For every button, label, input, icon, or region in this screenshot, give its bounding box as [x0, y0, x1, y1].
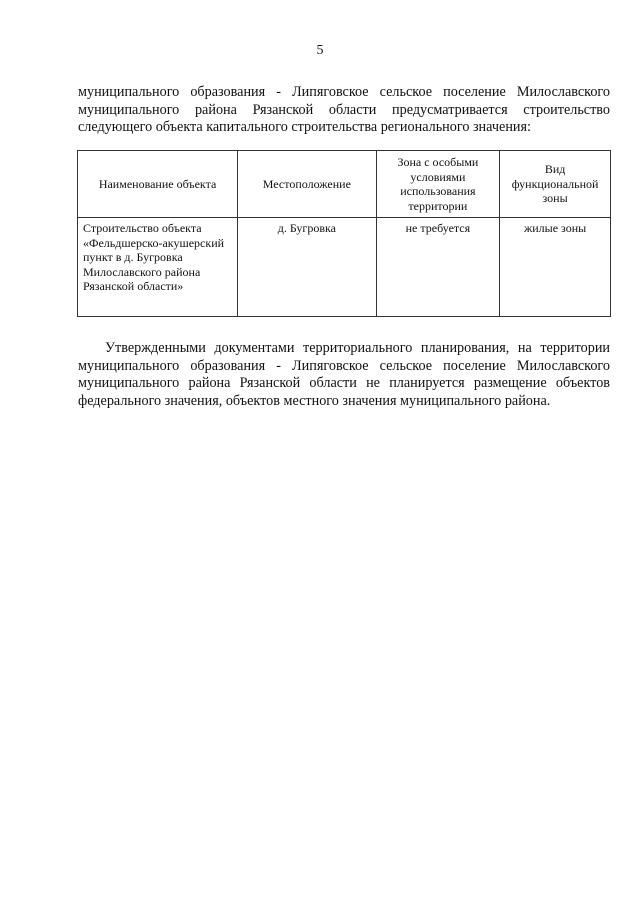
- intro-paragraph: муниципального образования - Липяговское сельское поселение Милославского муниципального района Рязанской области предусматривается строительство следующего объекта капитального строительства регионального значения:: [78, 84, 610, 135]
- table-row: [78, 218, 611, 317]
- capital-objects-table: [77, 150, 611, 317]
- closing-paragraph: Утвержденными документами территориального планирования, на территории муниципального образования - Липяговское сельское поселение Милославского муниципального района Рязанской области не планируется размещение объектов федерального значения, объектов местного значения муниципального района.: [78, 340, 610, 409]
- cell-functional-zone: жилые зоны: [500, 218, 611, 317]
- cell-object-name: Строительство объекта «Фельдшерско-акушерский пункт в д. Бугровка Милославского района Рязанской области»: [78, 218, 238, 317]
- page-number: 5: [316, 43, 324, 58]
- table-header-row: [78, 151, 611, 218]
- column-header-functional-zone: Вид функциональной зоны: [500, 151, 611, 218]
- cell-location: д. Бугровка: [238, 218, 377, 317]
- column-header-location: Местоположение: [238, 151, 377, 218]
- column-header-object-name: Наименование объекта: [78, 151, 238, 218]
- cell-special-zone: не требуется: [376, 218, 500, 317]
- column-header-special-zone: Зона с особыми условиями использования территории: [376, 151, 500, 218]
